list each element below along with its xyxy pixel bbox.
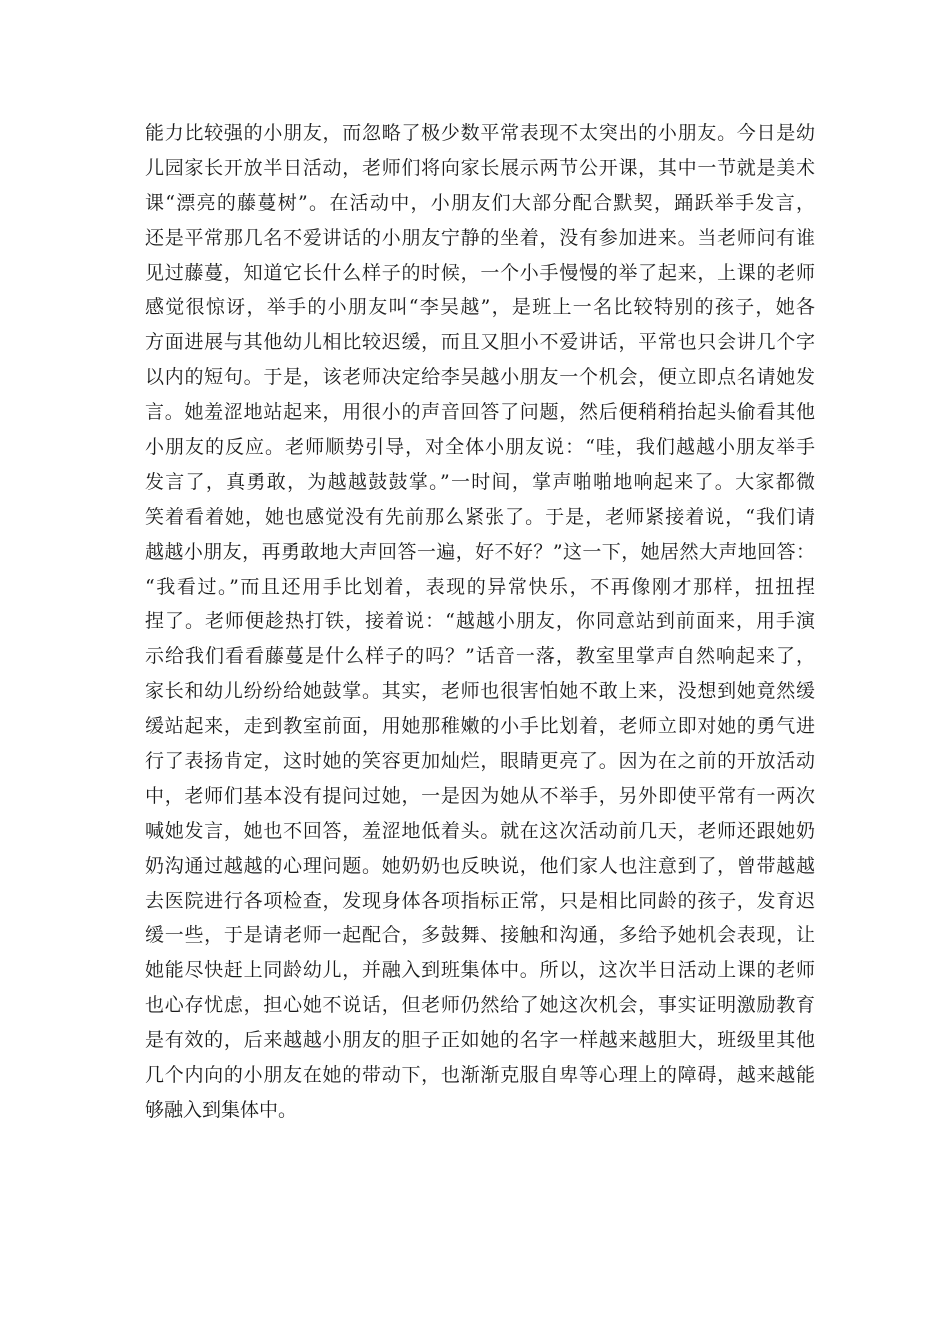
text-line: 她能尽快赶上同龄幼儿，并融入到班集体中。所以，这次半日活动上课的老师: [145, 959, 815, 982]
text-line: 家长和幼儿纷纷给她鼓掌。其实，老师也很害怕她不敢上来，没想到她竟然缓: [145, 680, 815, 703]
text-line: 能力比较强的小朋友，而忽略了极少数平常表现不太突出的小朋友。今日是幼: [145, 122, 815, 144]
text-line: 方面进展与其他幼儿相比较迟缓，而且又胆小不爱讲话，平常也只会讲几个字: [145, 331, 815, 354]
text-line: 喊她发言，她也不回答，羞涩地低着头。就在这次活动前几天，老师还跟她奶: [145, 819, 815, 842]
text-line: 几个内向的小朋友在她的带动下，也渐渐克服自卑等心理上的障碍，越来越能: [145, 1064, 815, 1087]
text-line: 笑着看着她，她也感觉没有先前那么紧张了。于是，老师紧接着说，“我们请: [145, 505, 815, 528]
text-line: 缓一些，于是请老师一起配合，多鼓舞、接触和沟通，多给予她机会表现，让: [145, 924, 815, 947]
text-line: 捏了。老师便趁热打铁，接着说：“越越小朋友，你同意站到前面来，用手演: [145, 610, 815, 633]
text-line: 还是平常那几名不爱讲话的小朋友宁静的坐着，没有参加进来。当老师问有谁: [145, 226, 815, 249]
text-line: 儿园家长开放半日活动，老师们将向家长展示两节公开课，其中一节就是美术: [145, 156, 815, 179]
text-line: 示给我们看看藤蔓是什么样子的吗？”话音一落，教室里掌声自然响起来了，: [145, 645, 815, 668]
text-line: 奶沟通过越越的心理问题。她奶奶也反映说，他们家人也注意到了，曾带越越: [145, 854, 815, 877]
text-line: “我看过。”而且还用手比划着，表现的异常快乐，不再像刚才那样，扭扭捏: [145, 575, 815, 598]
text-line: 小朋友的反应。老师顺势引导，对全体小朋友说：“哇，我们越越小朋友举手: [145, 436, 815, 459]
text-line: 感觉很惊讶，举手的小朋友叫“李吴越”，是班上一名比较特别的孩子，她各: [145, 296, 815, 319]
text-line: 去医院进行各项检查，发现身体各项指标正常，只是相比同龄的孩子，发育迟: [145, 889, 815, 912]
text-line: 行了表扬肯定，这时她的笑容更加灿烂，眼睛更亮了。因为在之前的开放活动: [145, 750, 815, 773]
text-line: 够融入到集体中。: [145, 1098, 298, 1121]
text-line: 缓站起来，走到教室前面，用她那稚嫩的小手比划着，老师立即对她的勇气进: [145, 715, 815, 738]
text-line: 发言了，真勇敢，为越越鼓鼓掌。”一时间，掌声啪啪地响起来了。大家都微: [145, 470, 815, 493]
body-paragraph: [145, 116, 815, 1128]
text-line: 言。她羞涩地站起来，用很小的声音回答了问题，然后便稍稍抬起头偷看其他: [145, 401, 815, 424]
text-line: 越越小朋友，再勇敢地大声回答一遍，好不好？”这一下，她居然大声地回答：: [145, 540, 815, 563]
text-line: 是有效的，后来越越小朋友的胆子正如她的名字一样越来越胆大，班级里其他: [145, 1029, 815, 1052]
text-line: 中，老师们基本没有提问过她，一是因为她从不举手，另外即使平常有一两次: [145, 784, 815, 807]
text-line: 以内的短句。于是，该老师决定给李吴越小朋友一个机会，便立即点名请她发: [145, 366, 815, 389]
text-line: 见过藤蔓，知道它长什么样子的时候，一个小手慢慢的举了起来，上课的老师: [145, 261, 815, 284]
text-line: 也心存忧虑，担心她不说话，但老师仍然给了她这次机会，事实证明激励教育: [145, 994, 815, 1017]
text-line: 课“漂亮的藤蔓树”。在活动中，小朋友们大部分配合默契，踊跃举手发言，: [145, 191, 815, 214]
